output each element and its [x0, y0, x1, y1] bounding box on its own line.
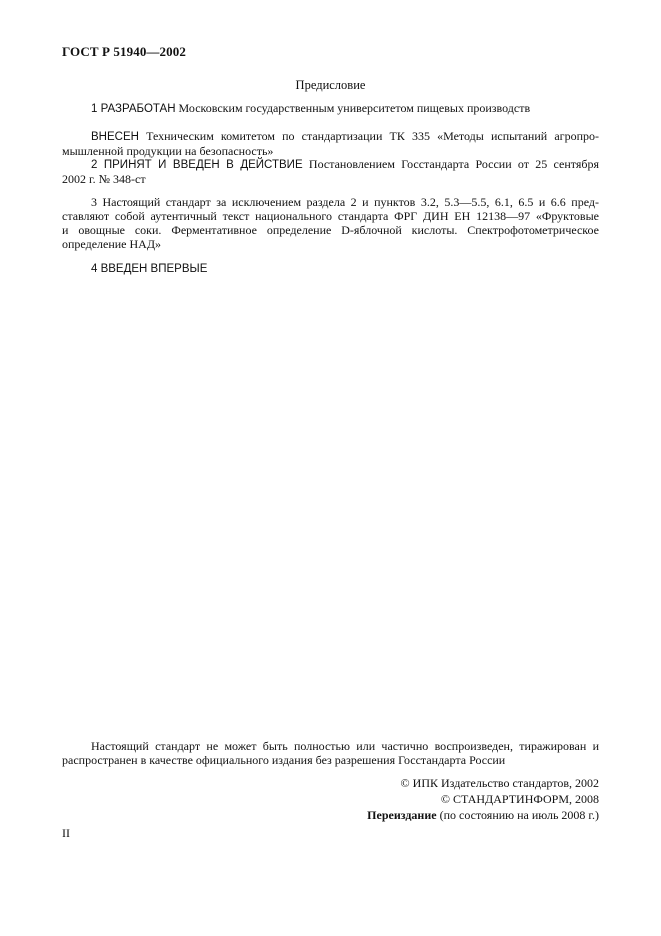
paragraph-lead: 2 ПРИНЯТ И ВВЕДЕН В ДЕЙСТВИЕ — [91, 159, 303, 171]
paragraph-text: Техническим комитетом по стандартизации ТК 335 «Методы испытаний агропро- — [138, 129, 599, 143]
paragraph-line: мышленной продукции на безопасность» — [62, 144, 274, 158]
document-code: ГОСТ Р 51940—2002 — [62, 44, 186, 59]
paragraph-text: Постановлением Госстандарта России от 25 сентября — [302, 157, 600, 171]
page-number: II — [62, 826, 70, 840]
paragraph-line: ставляют собой аутентичный текст национального стандарта ФРГ ДИН ЕН 12138—97 «Фруктовые — [62, 209, 599, 223]
paragraph-introduced-first — [62, 261, 599, 276]
copyright-block — [367, 775, 599, 823]
paragraph-submitted-by — [62, 129, 599, 158]
paragraph-lead: ВНЕСЕН — [91, 131, 139, 143]
copyright-line-publisher: © ИПК Издательство стандартов, 2002 — [400, 776, 599, 790]
paragraph-text: 4 ВВЕДЕН ВПЕРВЫЕ — [91, 263, 208, 275]
paragraph-authentic-text — [62, 195, 599, 251]
reissue-line — [367, 807, 599, 823]
paragraph-line — [62, 129, 599, 144]
paragraph-developed-by — [62, 101, 599, 116]
section-title: Предисловие — [295, 78, 366, 92]
paragraph-line: 2002 г. № 348-ст — [62, 172, 146, 186]
paragraph-line: 3 Настоящий стандарт за исключением раздела 2 и пунктов 3.2, 5.3—5.5, 6.1, 6.5 и 6.6 пред- — [91, 195, 599, 209]
paragraph-line — [62, 157, 599, 172]
reproduction-notice — [62, 739, 599, 767]
notice-line: распространен в качестве официального издания без разрешения Госстандарта России — [62, 753, 506, 767]
paragraph-line: определение НАД» — [62, 237, 162, 251]
copyright-line-standartinform: © СТАНДАРТИНФОРМ, 2008 — [440, 792, 599, 806]
paragraph-lead: 1 РАЗРАБОТАН — [91, 103, 176, 115]
notice-line: Настоящий стандарт не может быть полностью или частично воспроизведен, тиражирован и — [91, 739, 599, 753]
paragraph-adopted — [62, 157, 599, 186]
paragraph-text: Московским государственным университетом пищевых производств — [175, 101, 531, 115]
reissue-note: (по состоянию на июль 2008 г.) — [436, 808, 599, 822]
paragraph-line: и овощные соки. Ферментативное определение D-яблочной кислоты. Спектрофотометрическое — [62, 223, 599, 237]
reissue-label: Переиздание — [367, 808, 437, 822]
